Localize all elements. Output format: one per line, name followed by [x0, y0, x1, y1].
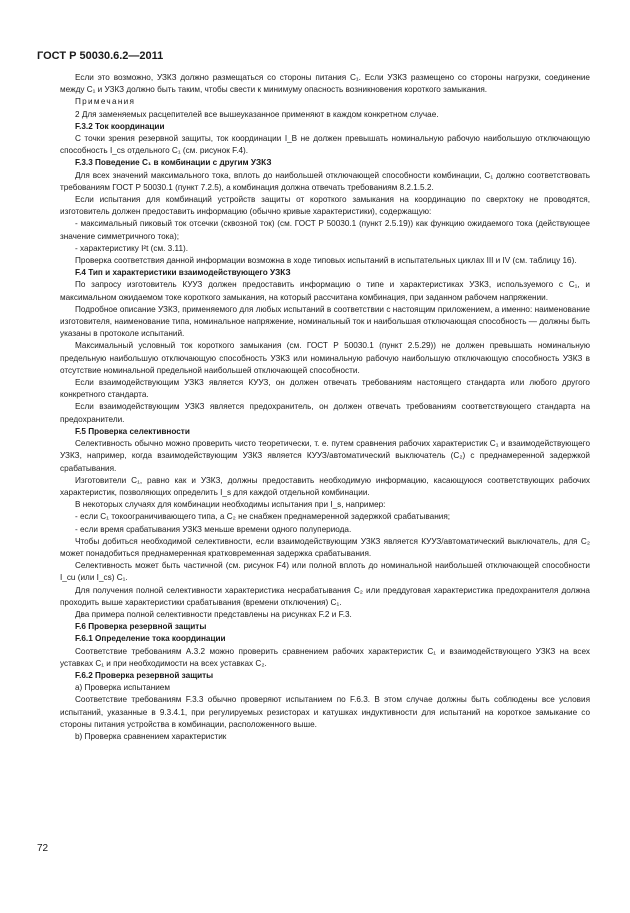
page-header: ГОСТ Р 50030.6.2—2011 — [37, 50, 164, 62]
paragraph: Если взаимодействующим УЗКЗ является предохранитель, он должен отвечать требованиям соответствующего стандарта на предохранители. — [60, 402, 590, 424]
page-number: 72 — [37, 843, 49, 854]
paragraph: Селективность может быть частичной (см. рисунок F4) или полной вплоть до номинальной наибольшей отключающей способности I_cu (или I_cs) C₁. — [60, 561, 590, 583]
paragraph: Два примера полной селективности представлены на рисунках F.2 и F.3. — [75, 609, 352, 619]
section-heading: F.6.1 Определение тока координации — [75, 634, 226, 644]
paragraph: Соответствие требованиям А.3.2 можно проверить сравнением рабочих характеристик C₁ и взаимодействующего УЗКЗ на всех уставках C₁ и при необходимости на всех уставках C₂. — [60, 646, 590, 668]
section-heading: F.3.3 Поведение C₁ в комбинации с другим УЗКЗ — [75, 158, 272, 168]
section-heading: F.3.2 Ток координации — [75, 121, 165, 131]
paragraph: Чтобы добиться необходимой селективности, если взаимодействующим УЗКЗ является КУУЗ/автоматический выключатель, для C₂ может понадобиться преднамеренная кратковременная задержка срабатывания. — [60, 536, 590, 558]
paragraph: - если C₁ токоограничивающего типа, а C₂ не снабжен преднамеренной задержкой срабатывания; — [75, 512, 451, 522]
paragraph: Подробное описание УЗКЗ, применяемого для любых испытаний в соответствии с настоящим приложением, а именно: наименование изготовителя, наименование типа, номинальное напряжение, номинальный ток и наибольшая отключающая способность — должны быть указаны в протоколе испытаний. — [60, 304, 590, 339]
paragraph: Если это возможно, УЗКЗ должно размещаться со стороны питания C₁. Если УЗКЗ размещено со стороны нагрузки, соединение между C₁ и УЗКЗ должно быть таким, чтобы свести к минимуму опасность возникновения короткого замыкания. — [60, 73, 590, 95]
paragraph: В некоторых случаях для комбинации необходимы испытания при I_s, например: — [75, 500, 386, 510]
paragraph: Для получения полной селективности характеристика несрабатывания C₂ или преддуговая характеристика предохранителя должна проходить выше характеристики срабатывания (времени отключения) C₁. — [60, 585, 590, 607]
paragraph: С точки зрения резервной защиты, ток координации I_B не должен превышать номинальную рабочую наибольшую отключающую способность I_cs отдельного C₁ (см. рисунок F.4). — [60, 134, 590, 156]
paragraph: а) Проверка испытанием — [75, 683, 170, 693]
section-heading: F.6.2 Проверка резервной защиты — [75, 670, 214, 680]
paragraph: - характеристику I²t (см. 3.11). — [75, 243, 189, 253]
paragraph: - если время срабатывания УЗКЗ меньше времени одного полупериода. — [75, 524, 352, 534]
section-heading: F.6 Проверка резервной защиты — [75, 622, 207, 632]
paragraph: b) Проверка сравнением характеристик — [75, 731, 227, 741]
note-label: Примечания — [75, 97, 136, 107]
paragraph: По запросу изготовитель КУУЗ должен предоставить информацию о типе и характеристиках УЗКЗ, используемого с C₁, и максимальном ожидаемом токе короткого замыкания, на который рассчитана комбинация, при заданном рабочем напряжении. — [60, 280, 590, 302]
paragraph: Селективность обычно можно проверить чисто теоретически, т. е. путем сравнения рабочих характеристик C₁ и взаимодействующего УЗКЗ, например, когда взаимодействующим УЗКЗ является КУУЗ/автоматический выключатель (C₂) с преднамеренной задержкой срабатывания. — [60, 439, 590, 473]
paragraph: 2 Для заменяемых расцепителей все вышеуказанное применяют в каждом конкретном случае. — [75, 109, 439, 119]
document-body — [60, 72, 590, 743]
paragraph: Изготовители C₁, равно как и УЗКЗ, должны предоставить необходимую информацию, касающуюся соответствующих рабочих характеристик, позволяющих определить I_s для каждой отдельной комбинации. — [60, 475, 590, 497]
section-heading: F.4 Тип и характеристики взаимодействующего УЗКЗ — [75, 268, 291, 278]
paragraph: Если взаимодействующим УЗКЗ является КУУЗ, он должен отвечать требованиям настоящего стандарта или любого другого конкретного стандарта. — [60, 378, 590, 400]
paragraph: Если испытания для комбинаций устройств защиты от короткого замыкания на координацию по сверхтоку не проводятся, изготовитель должен предоставить информацию (обычно кривые характеристики), содержащую: — [60, 195, 590, 217]
section-heading: F.5 Проверка селективности — [75, 426, 190, 436]
paragraph: - максимальный пиковый ток отсечки (сквозной ток) (см. ГОСТ Р 50030.1 (пункт 2.5.19)) как функцию ожидаемого тока (действующее значение симметричного тока); — [60, 219, 590, 241]
paragraph: Проверка соответствия данной информации возможна в ходе типовых испытаний в испытательных циклах III и IV (см. таблицу 16). — [75, 256, 577, 266]
paragraph: Для всех значений максимального тока, вплоть до наибольшей отключающей способности комбинации, C₁ должно соответствовать требованиям ГОСТ Р 50030.1 (пункт 7.2.5), а комбинация должна отвечать требованиям 8.2.1.5.2. — [60, 170, 590, 192]
paragraph: Соответствие требованиям F.3.3 обычно проверяют испытанием по F.6.3. В этом случае должны быть соблюдены все условия испытаний, указанные в 9.3.4.1, при регулируемых резисторах и катушках индуктивности для испытаний на короткое замыкание со стороны питания устройства в комбинации, расположенного выше. — [60, 695, 590, 729]
paragraph: Максимальный условный ток короткого замыкания (см. ГОСТ Р 50030.1 (пункт 2.5.29)) не должен превышать номинальную предельную наибольшую отключающую способность УЗКЗ или номинальную рабочую наибольшую отключающую способность УЗКЗ в отсутствие номинальной предельной наибольшей отключающей способности. — [60, 341, 590, 375]
